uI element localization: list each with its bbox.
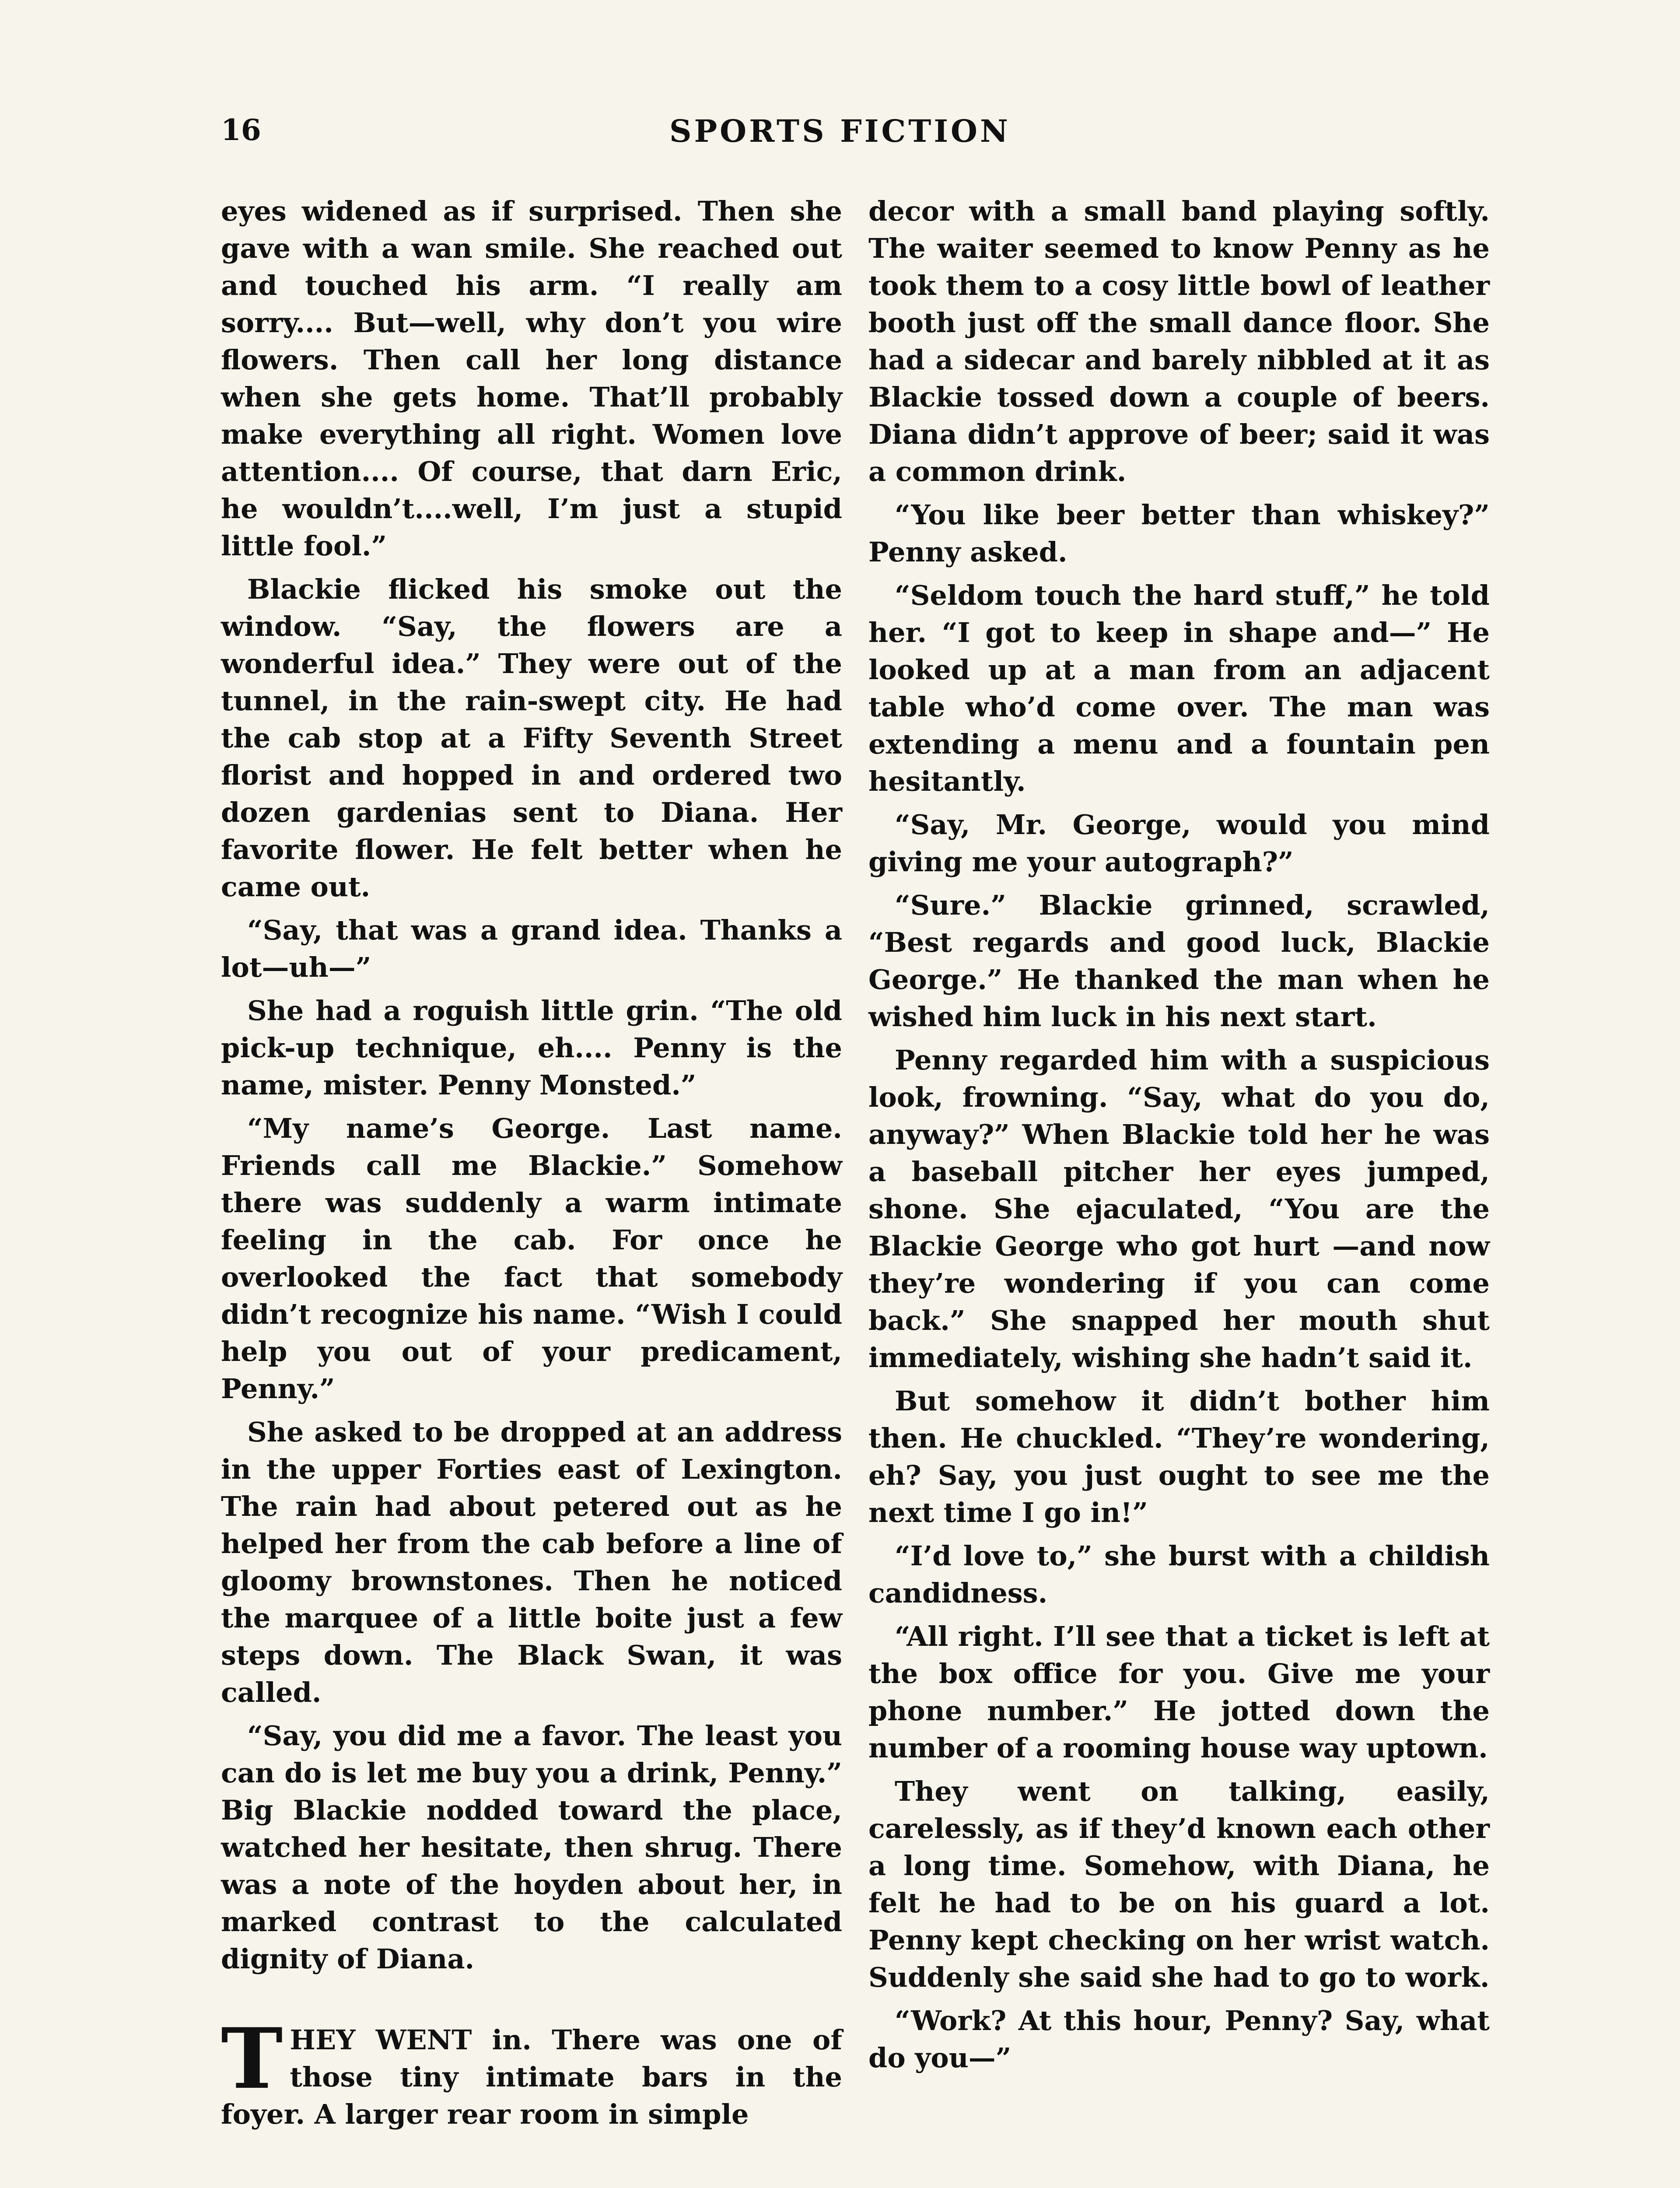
paragraph: “All right. I’ll see that a ticket is left at the box office for you. Give me your phone number.” He jotted down the number of a rooming house way uptown. xyxy=(868,1620,1490,1764)
running-head: SPORTS FICTION xyxy=(669,113,1011,149)
section-opening-text: HEY WENT in. There was one of those tiny intimate bars in the foyer. A larger rear room in simple xyxy=(221,2024,842,2130)
paragraph: Blackie flicked his smoke out the window. “Say, the flowers are a wonderful idea.” They were out of the tunnel, in the rain-swept city. He had the cab stop at a Fifty Seventh Street florist and hopped in and ordered two dozen gardenias sent to Diana. Her favorite flower. He felt better when he came out. xyxy=(221,573,842,903)
paragraph: But somehow it didn’t bother him then. He chuckled. “They’re wondering, eh? Say, you just ought to see me the next time I go in!” xyxy=(868,1385,1490,1529)
paragraph: She had a roguish little grin. “The old pick-up technique, eh.... Penny is the name, mister. Penny Monsted.” xyxy=(221,995,842,1101)
left-column xyxy=(221,193,842,2133)
paragraph: “Seldom touch the hard stuff,” he told her. “I got to keep in shape and—” He looked up at a man from an adjacent table who’d come over. The man was extending a menu and a fountain pen hesitantly. xyxy=(868,579,1490,797)
right-column xyxy=(868,193,1490,2083)
paragraph: “Say, Mr. George, would you mind giving me your autograph?” xyxy=(868,809,1490,878)
paragraph: “Say, that was a grand idea. Thanks a lot—uh—” xyxy=(221,914,842,983)
paragraph: “Work? At this hour, Penny? Say, what do you—” xyxy=(868,2005,1490,2074)
paragraph: “Sure.” Blackie grinned, scrawled, “Best regards and good luck, Blackie George.” He thanked the man when he wished him luck in his next start. xyxy=(868,889,1490,1033)
paragraph: She asked to be dropped at an address in the upper Forties east of Lexington. The rain had about petered out as he helped her from the cab before a line of gloomy brownstones. Then he noticed the marquee of a little boite just a few steps down. The Black Swan, it was called. xyxy=(221,1416,842,1708)
paragraph: “My name’s George. Last name. Friends call me Blackie.” Somehow there was suddenly a warm intimate feeling in the cab. For once he overlooked the fact that somebody didn’t recognize his name. “Wish I could help you out of your predicament, Penny.” xyxy=(221,1112,842,1405)
page-number: 16 xyxy=(221,113,261,147)
paragraph: “Say, you did me a favor. The least you can do is let me buy you a drink, Penny.” Big Blackie nodded toward the place, watched her hesitate, then shrug. There was a note of the hoyden about her, in marked contrast to the calculated dignity of Diana. xyxy=(221,1720,842,1975)
drop-cap: T xyxy=(221,2010,283,2107)
section-opening xyxy=(221,2010,842,2133)
column-divider xyxy=(852,197,853,2188)
paragraph: “I’d love to,” she burst with a childish candidness. xyxy=(868,1540,1490,1609)
paragraph: decor with a small band playing softly. The waiter seemed to know Penny as he took them to a cosy little bowl of leather booth just off the small dance floor. She had a sidecar and barely nibbled at it as Blackie tossed down a couple of beers. Diana didn’t approve of beer; said it was a common drink. xyxy=(868,195,1490,487)
paragraph: Penny regarded him with a suspicious look, frowning. “Say, what do you do, anyway?” When Blackie told her he was a baseball pitcher her eyes jumped, shone. She ejaculated, “You are the Blackie George who got hurt —and now they’re wondering if you can come back.” She snapped her mouth shut immediately, wishing she hadn’t said it. xyxy=(868,1044,1490,1374)
paragraph: They went on talking, easily, carelessly, as if they’d known each other a long time. Somehow, with Diana, he felt he had to be on his guard a lot. Penny kept checking on her wrist watch. Suddenly she said she had to go to work. xyxy=(868,1775,1490,1993)
paragraph: eyes widened as if surprised. Then she gave with a wan smile. She reached out and touched his arm. “I really am sorry.... But—well, why don’t you wire flowers. Then call her long distance when she gets home. That’ll probably make everything all right. Women love attention.... Of course, that darn Eric, he wouldn’t....well, I’m just a stupid little fool.” xyxy=(221,195,842,562)
paragraph: “You like beer better than whiskey?” Penny asked. xyxy=(868,499,1490,568)
